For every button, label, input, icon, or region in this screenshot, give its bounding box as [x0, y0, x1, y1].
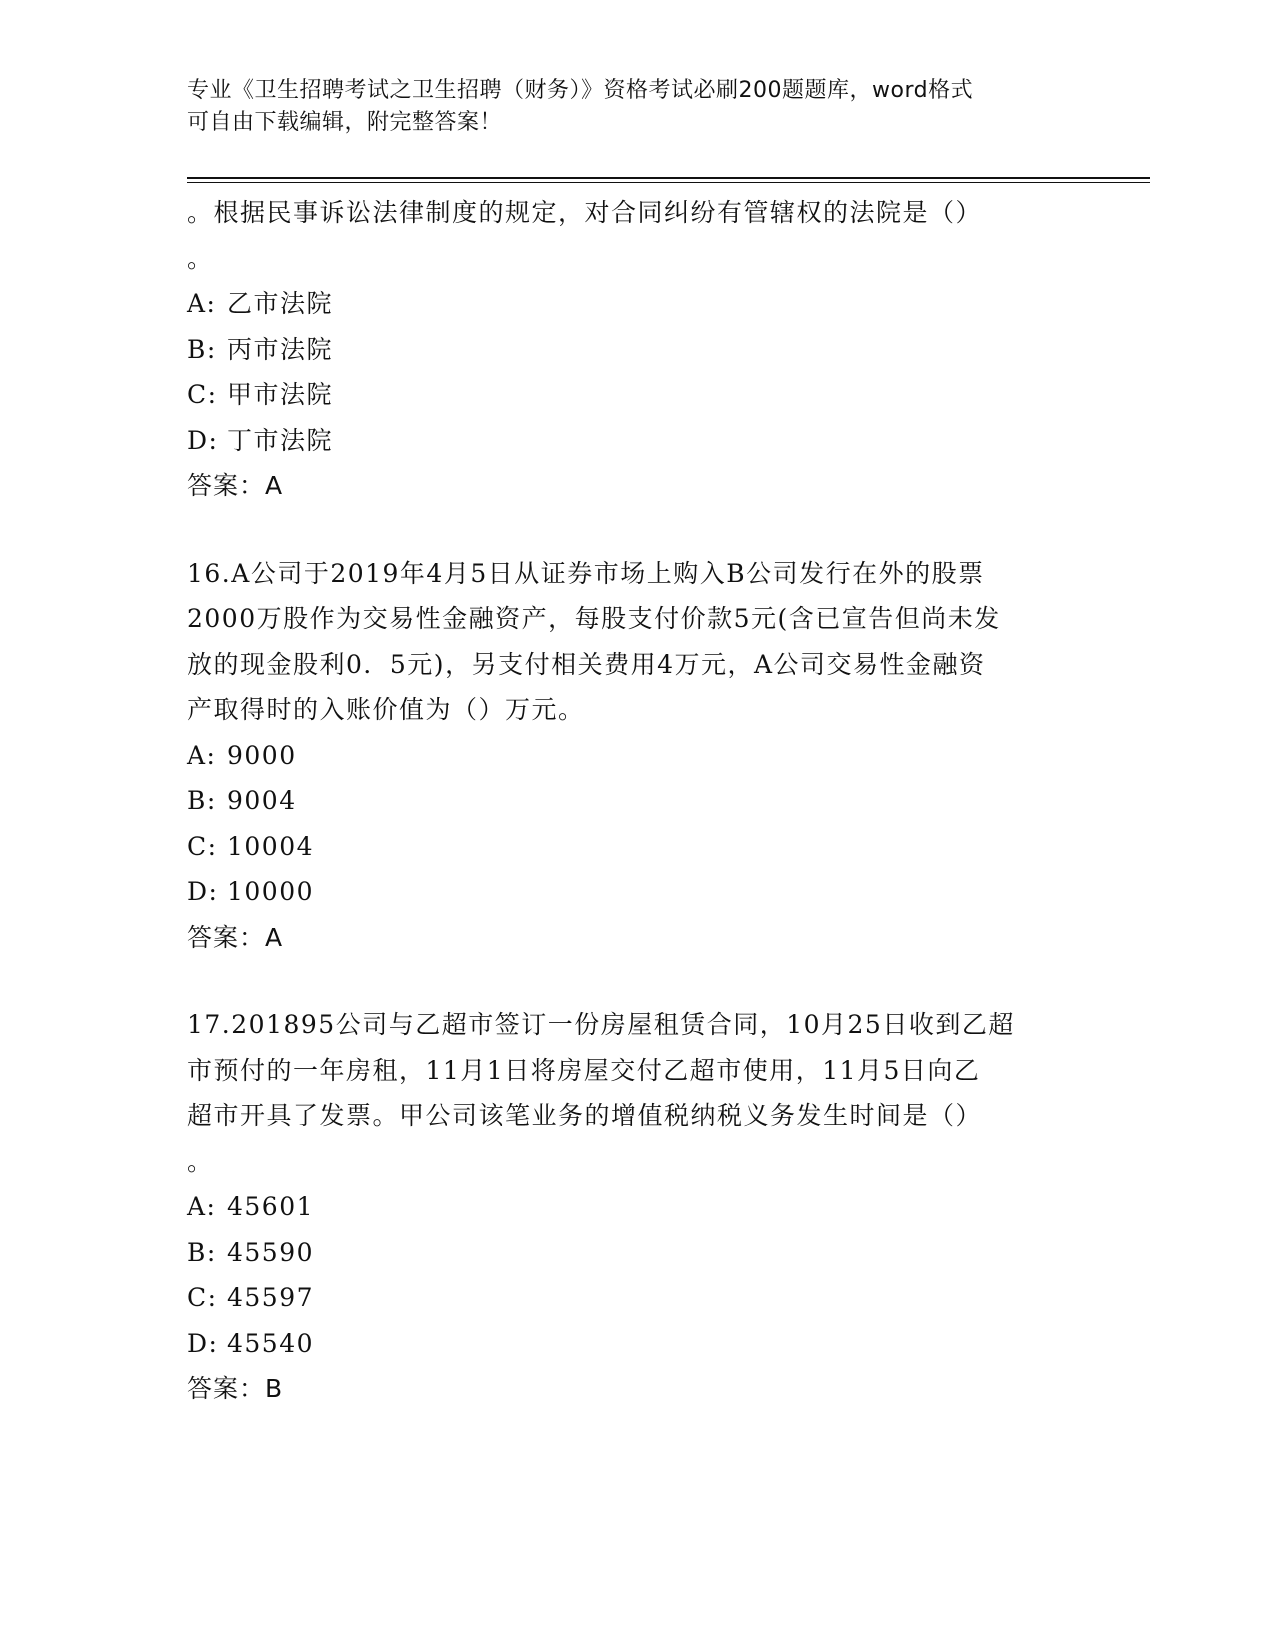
question-list: [187, 190, 1087, 1454]
option-a: [187, 733, 1087, 779]
document-header: [187, 75, 1087, 139]
question-15: [187, 190, 1087, 509]
option-text: 45540: [227, 1328, 315, 1358]
option-label: D:: [187, 1328, 219, 1358]
option-b: [187, 327, 1087, 373]
question-stem-line: 产取得时的入账价值为（）万元。: [187, 695, 585, 724]
option-text: 9004: [227, 786, 297, 815]
header-line-2: 可自由下载编辑，附完整答案！: [187, 110, 503, 135]
option-text: 甲市法院: [227, 380, 334, 409]
option-d: [187, 869, 1087, 915]
question-stem-line: 。根据民事诉讼法律制度的规定，对合同纠纷有管辖权的法院是（）: [187, 198, 983, 227]
question-stem-line: 17.201895公司与乙超市签订一份房屋租赁合同，10月25日收到乙超: [187, 1010, 1015, 1039]
option-c: [187, 372, 1087, 418]
option-text: 45597: [227, 1283, 315, 1312]
option-label: B:: [187, 334, 217, 364]
option-label: B:: [187, 786, 217, 815]
option-b: [187, 1230, 1087, 1276]
question-stem-line: 。: [187, 1146, 214, 1176]
option-label: A:: [187, 740, 217, 770]
option-label: A:: [187, 289, 217, 318]
option-text: 45601: [227, 1192, 315, 1221]
option-b: [187, 778, 1087, 824]
option-a: [187, 281, 1087, 327]
question-stem-line: 2000万股作为交易性金融资产，每股支付价款5元(含已宣告但尚未发: [187, 604, 1001, 633]
option-label: C:: [187, 1283, 218, 1312]
option-label: C:: [187, 831, 218, 861]
option-d: [187, 418, 1087, 464]
header-divider-thick: [187, 177, 1150, 179]
option-c: [187, 1275, 1087, 1321]
answer-line: 答案：A: [187, 471, 284, 500]
option-label: A:: [187, 1192, 217, 1221]
option-c: [187, 824, 1087, 870]
question-16: [187, 551, 1087, 961]
question-17: [187, 1002, 1087, 1412]
option-label: C:: [187, 380, 218, 409]
option-text: 9000: [227, 740, 297, 770]
option-d: [187, 1321, 1087, 1367]
option-label: D:: [187, 877, 219, 906]
question-stem-line: 放的现金股利0．5元)，另支付相关费用4万元，A公司交易性金融资: [187, 649, 986, 679]
question-stem-line: 。: [187, 243, 214, 273]
answer-line: 答案：A: [187, 922, 284, 952]
option-a: [187, 1184, 1087, 1230]
option-text: 乙市法院: [227, 289, 334, 318]
answer-line: 答案：B: [187, 1374, 284, 1403]
header-divider-thin: [187, 182, 1150, 183]
option-text: 丁市法院: [227, 425, 334, 455]
option-label: B:: [187, 1237, 217, 1267]
question-stem-line: 超市开具了发票。甲公司该笔业务的增值税纳税义务发生时间是（）: [187, 1101, 983, 1130]
header-line-1: 专业《卫生招聘考试之卫生招聘（财务）》资格考试必刷200题题库，word格式: [187, 78, 974, 103]
question-stem-line: 市预付的一年房租，11月1日将房屋交付乙超市使用，11月5日向乙: [187, 1055, 981, 1085]
option-text: 丙市法院: [227, 334, 334, 364]
option-text: 10000: [227, 877, 315, 906]
question-stem-line: 16.A公司于2019年4月5日从证券市场上购入B公司发行在外的股票: [187, 558, 985, 588]
option-text: 45590: [227, 1237, 315, 1267]
option-label: D:: [187, 425, 219, 455]
option-text: 10004: [227, 831, 315, 861]
